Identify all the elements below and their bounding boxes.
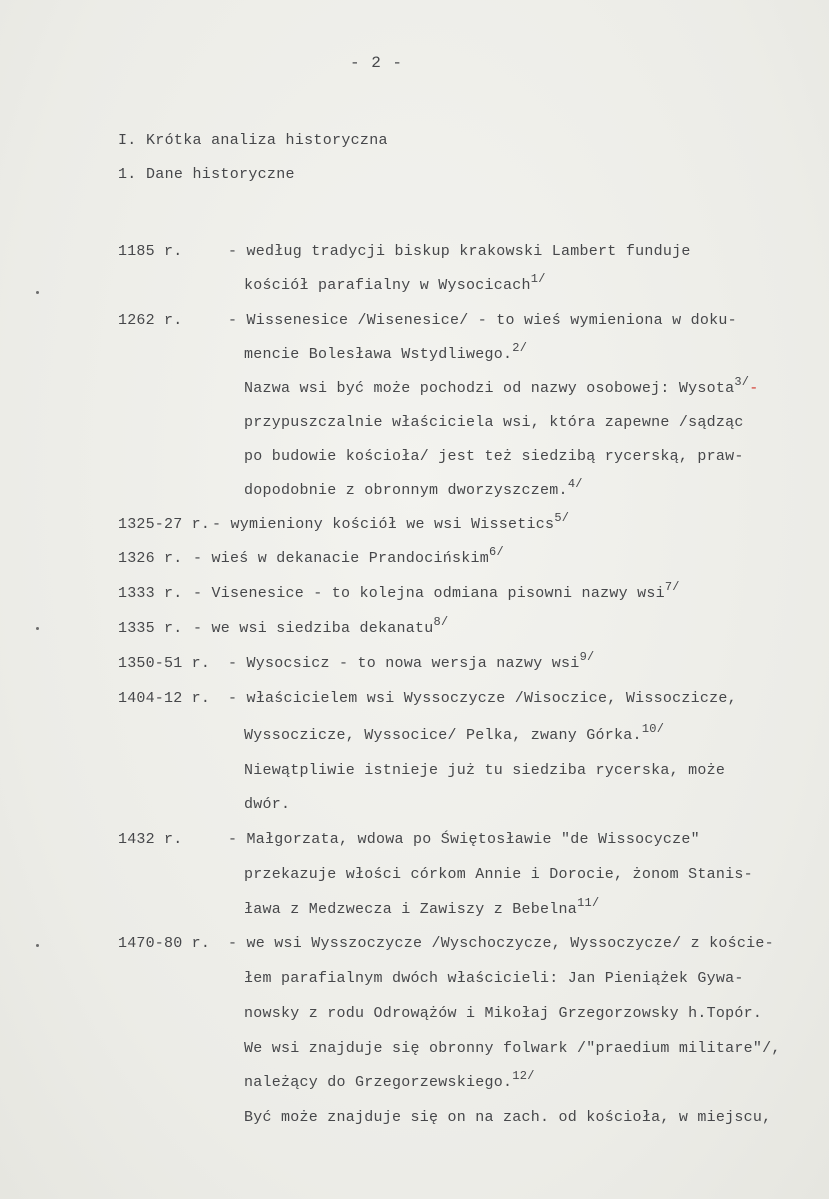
entry-year: 1470-80 r. (118, 935, 211, 952)
entry-text: - we wsi siedziba dekanatu$^{8/}$ (193, 615, 449, 637)
entry-year: 1335 r. (118, 620, 183, 637)
footnote-ref: 3/ (734, 375, 750, 389)
page-number: - 2 - (350, 54, 404, 72)
footnote-ref: 12/ (512, 1069, 535, 1083)
entry-text: ława z Medzwecza i Zawiszy z Bebelna$^{11/}$ (244, 896, 600, 918)
entry-text: - Małgorzata, wdowa po Świętosławie "de Wissocycze" (228, 831, 700, 848)
correction-mark: - (749, 380, 759, 397)
entry-text: dopodobnie z obronnym dworzyszczem.$^{4/}$ (244, 477, 583, 499)
footnote-ref: 10/ (641, 722, 665, 736)
entry-text: - wymieniony kościół we wsi Wissetics$^{5/}$ (212, 511, 570, 533)
entry-text: kościół parafialny w Wysocicach$^{1/}$ (244, 272, 546, 294)
entry-text: - we wsi Wysszoczycze /Wyschoczycze, Wyssoczycze/ z koście- (228, 935, 774, 952)
entry-text: przekazuje włości córkom Annie i Dorocie, żonom Stanis- (244, 866, 753, 883)
punch-mark (36, 944, 39, 947)
entry-text: We wsi znajduje się obronny folwark /"praedium militare"/, (244, 1040, 781, 1057)
section-title: Krótka analiza historyczna (146, 132, 388, 149)
entry-text: przypuszczalnie właściciela wsi, która zapewne /sądząc (244, 414, 744, 431)
punch-mark (36, 627, 39, 630)
entry-text: nowsky z rodu Odrowążów i Mikołaj Grzegorzowsky h.Topór. (244, 1005, 763, 1022)
entry-year: 1185 r. (118, 243, 183, 260)
footnote-ref: 8/ (433, 615, 449, 629)
section-number: I. (118, 132, 137, 149)
entry-text: - właścicielem wsi Wyssoczycze /Wisoczice, Wissoczicze, (228, 690, 737, 707)
entry-text: Być może znajduje się on na zach. od kościoła, w miejscu, (244, 1109, 772, 1126)
entry-year: 1350-51 r. (118, 655, 211, 672)
entry-text: - Visenesice - to kolejna odmiana pisowni nazwy wsi$^{7/}$ (193, 580, 680, 602)
entry-text: łem parafialnym dwóch właścicieli: Jan Pieniążek Gywa- (244, 970, 744, 987)
footnote-ref: 5/ (554, 511, 570, 525)
footnote-ref: 6/ (489, 545, 504, 559)
entry-text: Wyssoczicze, Wyssocice/ Pelka, zwany Górka.$^{10/}$ (244, 722, 665, 744)
punch-mark (36, 291, 39, 294)
entry-year: 1325-27 r. (118, 516, 211, 533)
entry-text: - Wissenesice /Wisenesice/ - to wieś wymieniona w doku- (228, 312, 737, 329)
section-heading (118, 132, 388, 149)
entry-text: - wieś w dekanacie Prandocińskim$^{6/}$ (193, 545, 504, 567)
entry-text: należący do Grzegorzewskiego.$^{12/}$ (244, 1069, 535, 1091)
entry-text: dwór. (244, 796, 291, 813)
entry-year: 1333 r. (118, 585, 183, 602)
footnote-ref: 2/ (512, 341, 528, 355)
subsection-number: 1. (118, 166, 137, 183)
footnote-ref: 4/ (567, 477, 583, 491)
entry-text: po budowie kościoła/ jest też siedzibą rycerską, praw- (244, 448, 744, 465)
entry-text: - według tradycji biskup krakowski Lambert funduje (228, 243, 691, 260)
subsection-title: Dane historyczne (146, 166, 295, 183)
entry-year: 1326 r. (118, 550, 183, 567)
footnote-ref: 11/ (577, 896, 600, 910)
entry-year: 1432 r. (118, 831, 183, 848)
entry-text: - Wysocsicz - to nowa wersja nazwy wsi$^{9/}$ (228, 650, 595, 672)
entry-text: mencie Bolesława Wstydliwego.$^{2/}$ (244, 341, 528, 363)
subsection-heading (118, 166, 295, 183)
footnote-ref: 9/ (579, 650, 595, 664)
entry-text: Niewątpliwie istnieje już tu siedziba rycerska, może (244, 762, 726, 779)
entry-year: 1404-12 r. (118, 690, 211, 707)
entry-text: Nazwa wsi być może pochodzi od nazwy osobowej: Wysota$^{3/}$- (244, 375, 759, 397)
footnote-ref: 1/ (530, 272, 546, 286)
entry-year: 1262 r. (118, 312, 183, 329)
footnote-ref: 7/ (664, 580, 680, 594)
